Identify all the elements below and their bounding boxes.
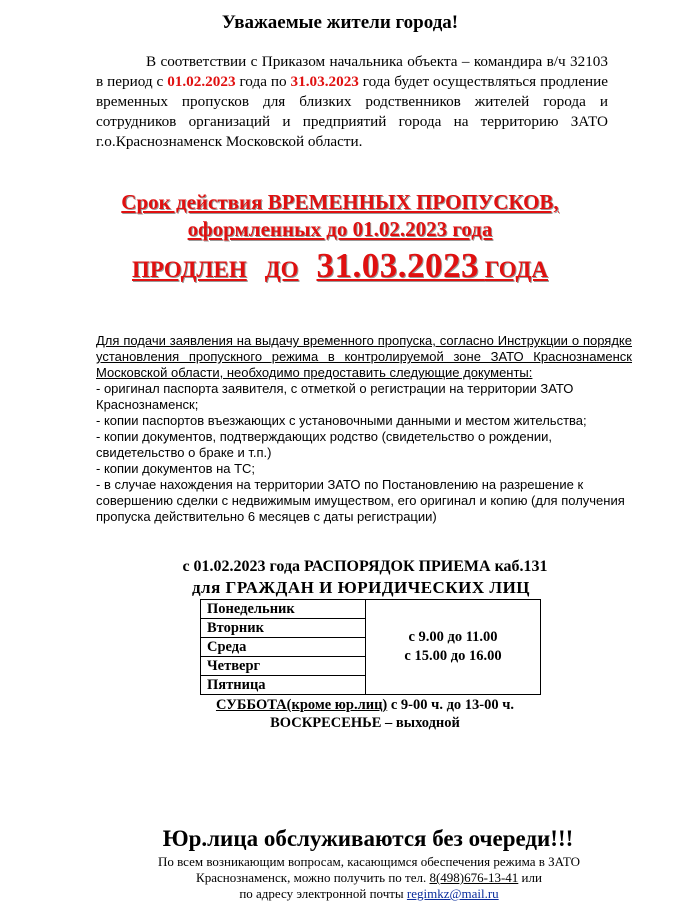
footer-line-1: По всем возникающим вопросам, касающимся обеспечения режима в ЗАТО [157, 854, 581, 869]
footer-or: или [518, 870, 542, 885]
notice-line-1: Срок действия ВРЕМЕННЫХ ПРОПУСКОВ, [121, 190, 559, 214]
footer-email-label: по адресу электронной почты [239, 886, 407, 901]
documents-section [96, 333, 632, 525]
sunday-note: ВОСКРЕСЕНЬЕ – выходной [270, 715, 460, 731]
day-cell-monday: Понедельник [201, 600, 366, 619]
documents-lead: Для подачи заявления на выдачу временного пропуска, согласно Инструкции о порядке установления пропускного режима в контролируемой зоне ЗАТО Краснознаменск Московской области, необходимо предоставить следующие документы: [96, 333, 632, 380]
document-item: - оригинал паспорта заявителя, с отметкой о регистрации на территории ЗАТО Краснознаменск; [96, 381, 574, 412]
notice-year-word: ГОДА [484, 257, 548, 282]
intro-date-from: 01.02.2023 [167, 73, 236, 90]
saturday-label: СУББОТА(кроме юр.лиц) [215, 697, 388, 713]
intro-date-to: 31.03.2023 [290, 73, 359, 90]
document-item: - в случае нахождения на территории ЗАТО по Постановлению на разрешение к совершению сделки с недвижимым имуществом, его оригинал и копию (для получения пропуска действительно 6 месяцев с даты регистрации) [96, 477, 625, 524]
notice-until-word: ДО [264, 257, 299, 282]
saturday-hours [0, 697, 680, 714]
footer-heading: Юр.лица обслуживаются без очереди!!! [162, 826, 574, 851]
day-cell-thursday: Четверг [201, 657, 366, 676]
notice-line-3 [0, 246, 680, 286]
day-cell-wednesday: Среда [201, 638, 366, 657]
document-item: - копии паспортов въезжающих с установочными данными и местом жительства; [96, 413, 587, 428]
footer-line-2 [100, 870, 638, 886]
footer-phone-label: Краснознаменск, можно получить по тел. [196, 870, 430, 885]
intro-text-1: В соответствии с Приказом начальника объекта – командира в/ч 32103 в период с [96, 53, 608, 90]
day-cell-friday: Пятница [201, 676, 366, 695]
intro-text-2: года по [235, 73, 291, 90]
hours-afternoon: с 15.00 до 16.00 [404, 648, 502, 664]
footer-line-3 [100, 886, 638, 902]
notice-line-2: оформленных до 01.02.2023 года [187, 217, 493, 241]
hours-cell [366, 600, 541, 695]
hours-morning: с 9.00 до 11.00 [408, 629, 498, 645]
email-link[interactable]: regimkz@mail.ru [406, 886, 499, 901]
document-item: - копии документов, подтверждающих родство (свидетельство о рождении, свидетельство о браке и т.п.) [96, 429, 552, 460]
phone-number: 8(498)676-13-41 [429, 870, 519, 885]
schedule-table [200, 599, 541, 695]
notice-extended-date: 31.03.2023 [316, 246, 479, 285]
page-title: Уважаемые жители города! [221, 12, 459, 33]
day-cell-tuesday: Вторник [201, 619, 366, 638]
notice-extended-word: ПРОДЛЕН [132, 257, 247, 282]
footer-contacts [100, 854, 638, 902]
schedule-subheading: для ГРАЖДАН И ЮРИДИЧЕСКИХ ЛИЦ [191, 578, 531, 597]
intro-text-3: года будет осуществляться продление временных пропусков для близких родственников жителей города и сотрудников организаций и предприятий города на территорию ЗАТО г.о.Краснознаменск Московской области. [96, 73, 609, 150]
schedule-heading: с 01.02.2023 года РАСПОРЯДОК ПРИЕМА каб.131 [182, 558, 548, 575]
table-row [201, 600, 541, 619]
saturday-time: с 9-00 ч. до 13-00 ч. [387, 697, 515, 713]
intro-paragraph [96, 52, 608, 152]
document-item: - копии документов на ТС; [96, 461, 256, 476]
